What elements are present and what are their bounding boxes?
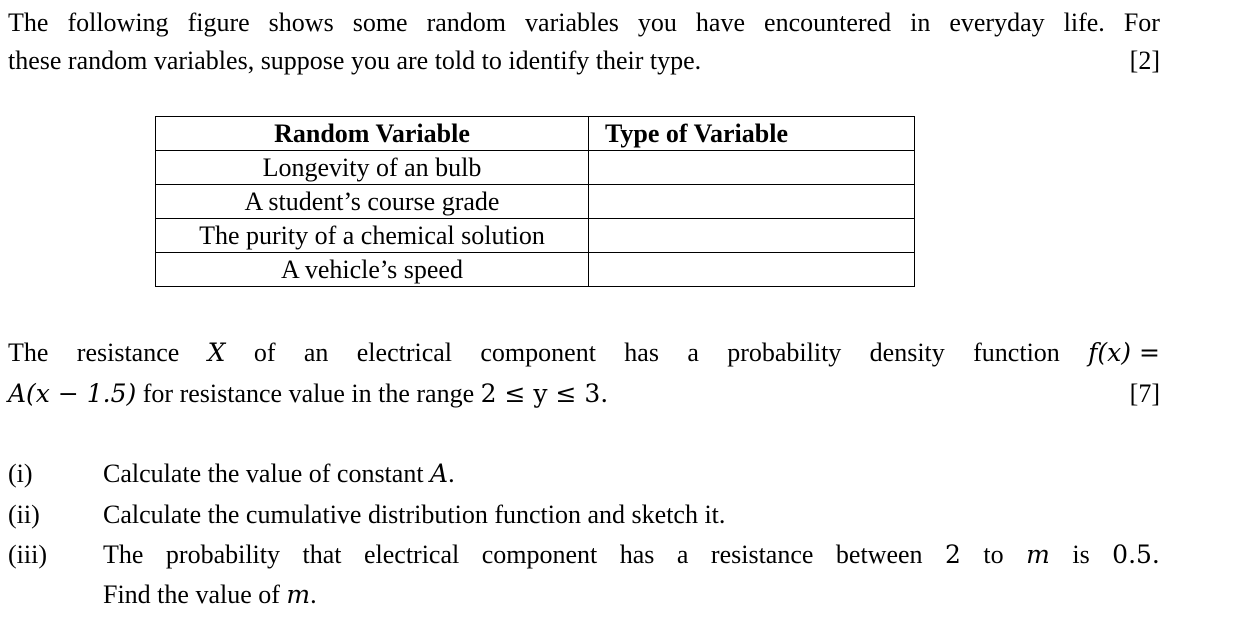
part-ii-text: Calculate the cumulative distribution function and sketch it.	[103, 500, 726, 529]
random-variable-cell: A vehicle’s speed	[156, 253, 589, 287]
question2-line-2	[8, 379, 608, 409]
table-row	[156, 253, 915, 287]
word: component	[480, 338, 596, 367]
word: life.	[1063, 8, 1105, 37]
word: that	[302, 540, 342, 569]
word: of	[253, 338, 276, 367]
table-row	[156, 219, 915, 253]
word: density	[869, 338, 945, 367]
range-text: for resistance value in the range	[136, 379, 481, 408]
header-random-variable: Random Variable	[156, 117, 589, 151]
type-cell	[589, 219, 915, 253]
part-i-number: (i)	[8, 459, 33, 488]
word: random	[426, 8, 507, 37]
word: between	[835, 540, 923, 569]
word: following	[67, 8, 169, 37]
word: to	[983, 540, 1004, 569]
table-header-row	[156, 117, 915, 151]
question2-marks: [7]	[1129, 379, 1160, 408]
type-cell	[589, 253, 915, 287]
word: has	[624, 338, 659, 367]
word: The	[103, 540, 144, 569]
word: some	[352, 8, 408, 37]
part-i-label: Calculate the value of constant	[103, 459, 431, 488]
word: function	[973, 338, 1060, 367]
header-type-of-variable: Type of Variable	[589, 117, 915, 151]
word: resistance	[76, 338, 180, 367]
word: is	[1072, 540, 1090, 569]
period: .	[448, 459, 455, 488]
word: 0.5.	[1112, 540, 1160, 569]
period: .	[310, 580, 317, 609]
word: 2	[945, 540, 961, 569]
word: The	[8, 8, 49, 37]
word: The	[8, 338, 49, 367]
pdf-formula: A(x − 1.5)	[8, 379, 137, 408]
word: a	[687, 338, 699, 367]
variable-x: X	[207, 338, 226, 367]
word: an	[303, 338, 329, 367]
random-variable-cell: The purity of a chemical solution	[156, 219, 589, 253]
word: resistance	[710, 540, 814, 569]
word: figure	[187, 8, 250, 37]
random-variable-cell: A student’s course grade	[156, 185, 589, 219]
word: variables	[525, 8, 619, 37]
part-iii-number: (iii)	[8, 540, 47, 569]
random-variable-cell: Longevity of an bulb	[156, 151, 589, 185]
word: shows	[268, 8, 334, 37]
word: has	[619, 540, 655, 569]
word: in	[910, 8, 931, 37]
word: encountered	[764, 8, 892, 37]
question2-line-1	[8, 338, 1160, 368]
intro-marks: [2]	[1129, 46, 1160, 75]
intro-line-2: these random variables, suppose you are told to identify their type.	[8, 46, 702, 75]
pdf-expression: f(x) =	[1088, 338, 1160, 367]
variable-m: m	[286, 580, 311, 609]
word: probability	[727, 338, 842, 367]
constant-a: A	[430, 459, 449, 488]
type-cell	[589, 185, 915, 219]
part-iii-text	[103, 540, 1160, 570]
word: probability	[165, 540, 280, 569]
word: a	[676, 540, 689, 569]
intro-line-1	[8, 8, 1160, 38]
part-ii-number: (ii)	[8, 500, 40, 529]
table-row	[156, 151, 915, 185]
type-cell	[589, 151, 915, 185]
word: electrical	[356, 338, 453, 367]
part-iii-continuation	[103, 580, 317, 610]
word: component	[481, 540, 598, 569]
word: For	[1123, 8, 1160, 37]
find-text: Find the value of	[103, 580, 287, 609]
range-expression: 2 ≤ y ≤ 3.	[480, 379, 609, 408]
random-variable-table	[155, 116, 915, 287]
word: have	[695, 8, 746, 37]
variable-m: m	[1026, 540, 1050, 569]
word: everyday	[949, 8, 1045, 37]
word: electrical	[363, 540, 460, 569]
table-row	[156, 185, 915, 219]
word: you	[637, 8, 677, 37]
part-i-text	[103, 459, 455, 489]
